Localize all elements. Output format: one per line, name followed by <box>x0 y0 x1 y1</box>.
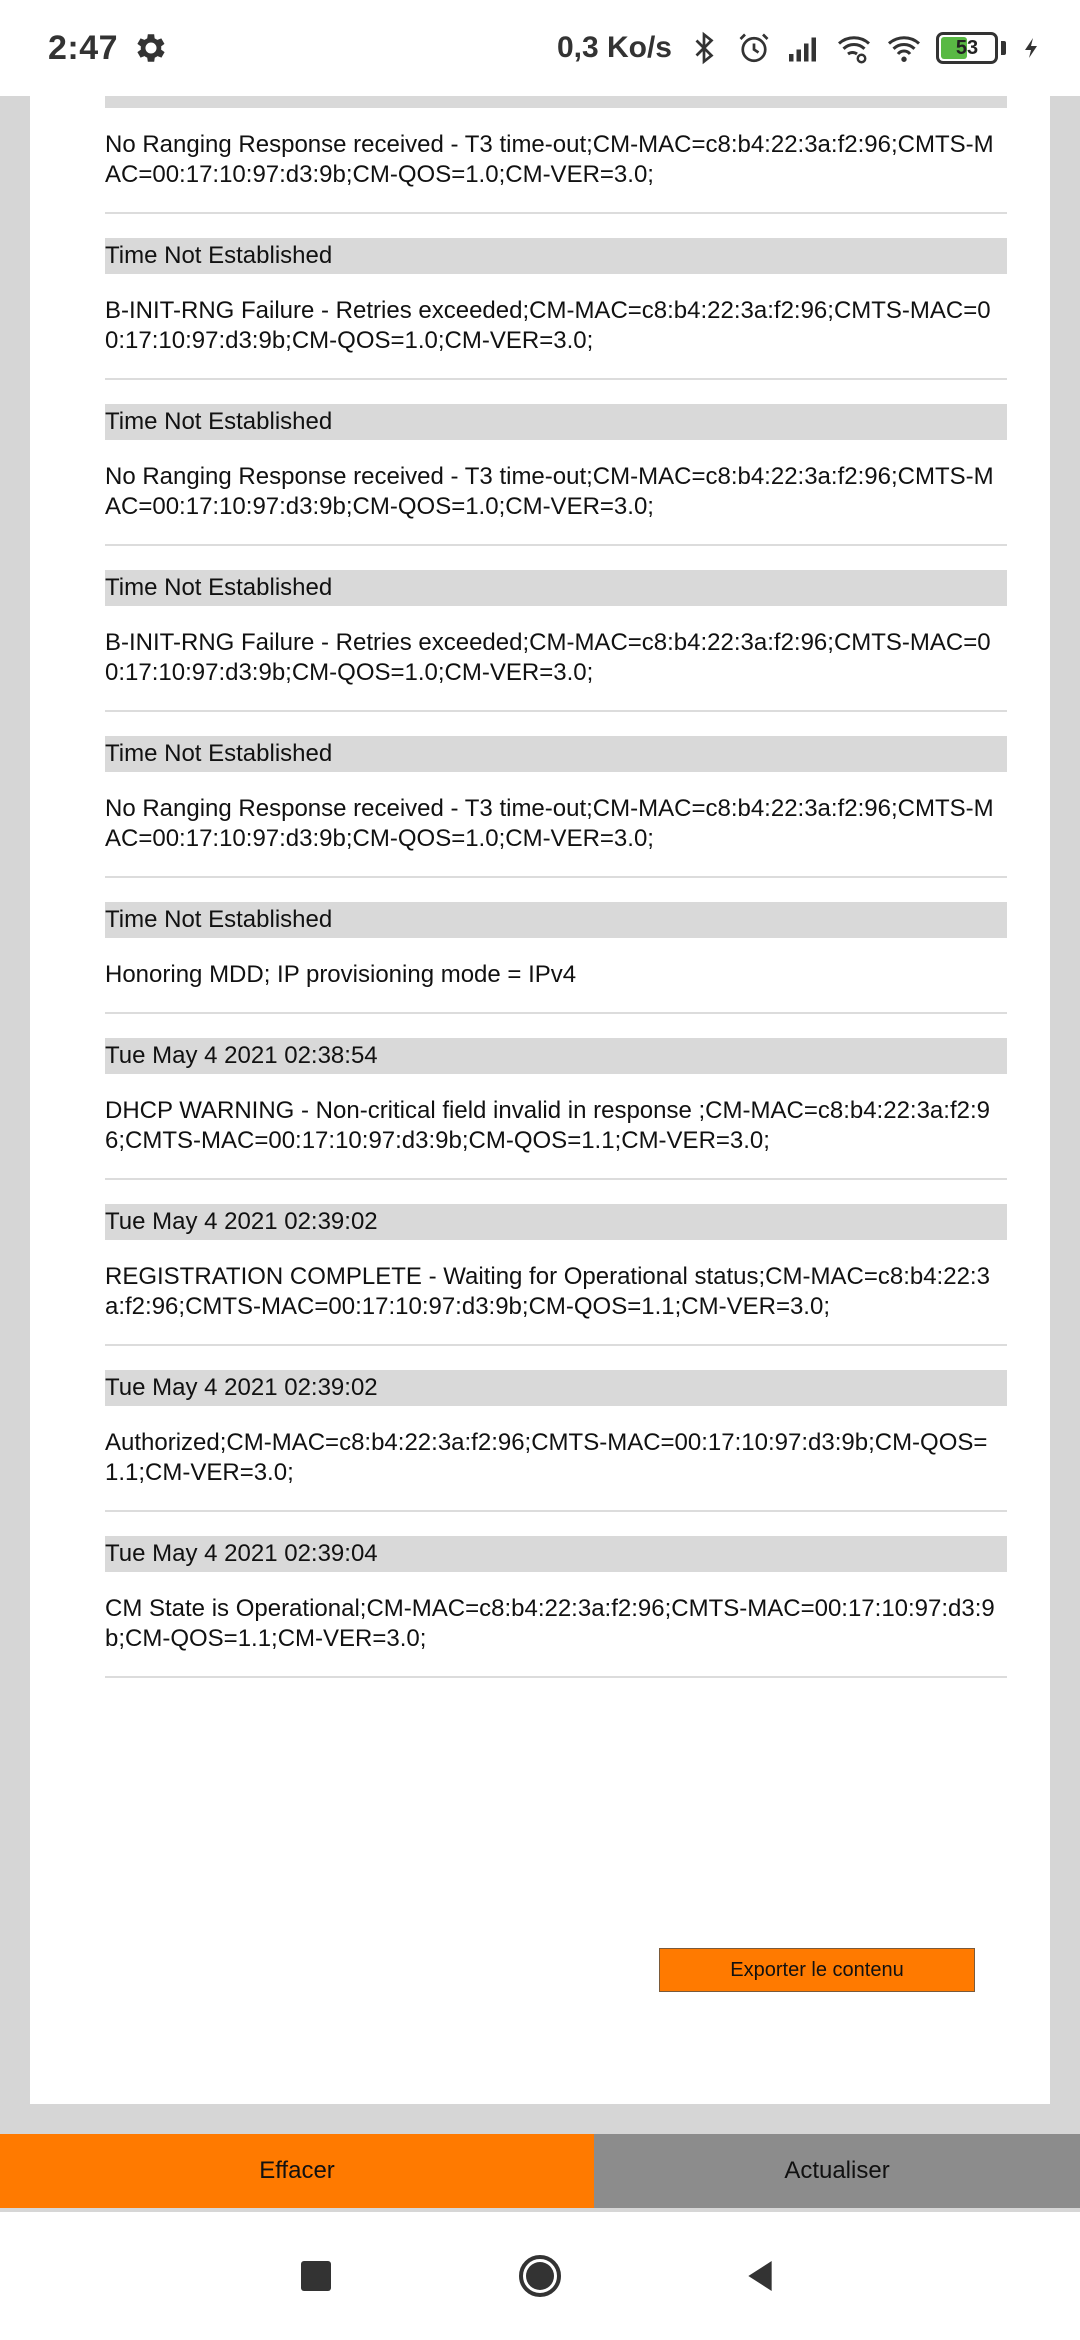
log-date: Tue May 4 2021 02:39:02 <box>105 1370 1007 1406</box>
home-circle-icon[interactable] <box>508 2244 572 2308</box>
log-date: Tue May 4 2021 02:39:04 <box>105 1536 1007 1572</box>
wifi-icon <box>886 29 922 67</box>
log-date-bar-partial <box>105 96 1007 108</box>
back-triangle-icon[interactable] <box>728 2244 792 2308</box>
log-entry <box>105 570 1007 712</box>
log-entry <box>105 1204 1007 1346</box>
log-date: Time Not Established <box>105 902 1007 938</box>
log-date: Tue May 4 2021 02:38:54 <box>105 1038 1007 1074</box>
charging-icon <box>1020 29 1044 67</box>
log-entry <box>105 404 1007 546</box>
log-entry <box>105 1370 1007 1512</box>
battery-tip <box>1001 41 1006 55</box>
log-date: Tue May 4 2021 02:39:02 <box>105 1204 1007 1240</box>
battery-level: 53 <box>955 36 979 59</box>
status-bar <box>0 0 1080 96</box>
log-entry <box>105 1038 1007 1180</box>
log-message: Authorized;CM-MAC=c8:b4:22:3a:f2:96;CMTS-MAC=00:17:10:97:d3:9b;CM-QOS=1.1;CM-VER=3.0; <box>105 1406 1007 1512</box>
gear-icon <box>132 29 170 67</box>
log-entries <box>105 238 1007 1678</box>
recents-square-icon[interactable] <box>284 2244 348 2308</box>
log-entry <box>105 1536 1007 1678</box>
status-time: 2:47 <box>48 28 119 67</box>
log-list[interactable] <box>105 96 1007 1678</box>
export-content-button[interactable]: Exporter le contenu <box>659 1948 975 1992</box>
log-message: B-INIT-RNG Failure - Retries exceeded;CM-MAC=c8:b4:22:3a:f2:96;CMTS-MAC=00:17:10:97:d3:9b;CM-QOS=1.0;CM-VER=3.0; <box>105 274 1007 380</box>
action-bar <box>0 2134 1080 2208</box>
navigation-bar <box>0 2212 1080 2340</box>
log-entry <box>105 736 1007 878</box>
refresh-button[interactable]: Actualiser <box>594 2134 1080 2208</box>
wifi-link-icon <box>836 29 872 67</box>
log-date: Time Not Established <box>105 238 1007 274</box>
log-entry <box>105 238 1007 380</box>
log-date: Time Not Established <box>105 570 1007 606</box>
log-message: DHCP WARNING - Non-critical field invalid in response ;CM-MAC=c8:b4:22:3a:f2:96;CMTS-MAC=00:17:10:97:d3:9b;CM-QOS=1.1;CM-VER=3.0; <box>105 1074 1007 1180</box>
log-panel[interactable] <box>30 96 1050 2104</box>
battery-icon <box>936 32 998 64</box>
log-message: No Ranging Response received - T3 time-out;CM-MAC=c8:b4:22:3a:f2:96;CMTS-MAC=00:17:10:97:d3:9b;CM-QOS=1.0;CM-VER=3.0; <box>105 440 1007 546</box>
log-message: No Ranging Response received - T3 time-out;CM-MAC=c8:b4:22:3a:f2:96;CMTS-MAC=00:17:10:97:d3:9b;CM-QOS=1.0;CM-VER=3.0; <box>105 108 1007 214</box>
net-speed: 0,3 Ko/s <box>556 31 672 64</box>
log-date: Time Not Established <box>105 404 1007 440</box>
log-message: CM State is Operational;CM-MAC=c8:b4:22:3a:f2:96;CMTS-MAC=00:17:10:97:d3:9b;CM-QOS=1.1;CM-VER=3.0; <box>105 1572 1007 1678</box>
log-message: B-INIT-RNG Failure - Retries exceeded;CM-MAC=c8:b4:22:3a:f2:96;CMTS-MAC=00:17:10:97:d3:9b;CM-QOS=1.0;CM-VER=3.0; <box>105 606 1007 712</box>
log-message: Honoring MDD; IP provisioning mode = IPv4 <box>105 938 1007 1014</box>
status-icons <box>557 29 1044 67</box>
bluetooth-icon <box>686 29 722 67</box>
log-date: Time Not Established <box>105 736 1007 772</box>
signal-icon <box>786 29 822 67</box>
log-message: No Ranging Response received - T3 time-out;CM-MAC=c8:b4:22:3a:f2:96;CMTS-MAC=00:17:10:97:d3:9b;CM-QOS=1.0;CM-VER=3.0; <box>105 772 1007 878</box>
log-message: REGISTRATION COMPLETE - Waiting for Operational status;CM-MAC=c8:b4:22:3a:f2:96;CMTS-MAC=00:17:10:97:d3:9b;CM-QOS=1.1;CM-VER=3.0; <box>105 1240 1007 1346</box>
clear-button[interactable]: Effacer <box>0 2134 594 2208</box>
log-entry <box>105 902 1007 1014</box>
alarm-icon <box>736 29 772 67</box>
